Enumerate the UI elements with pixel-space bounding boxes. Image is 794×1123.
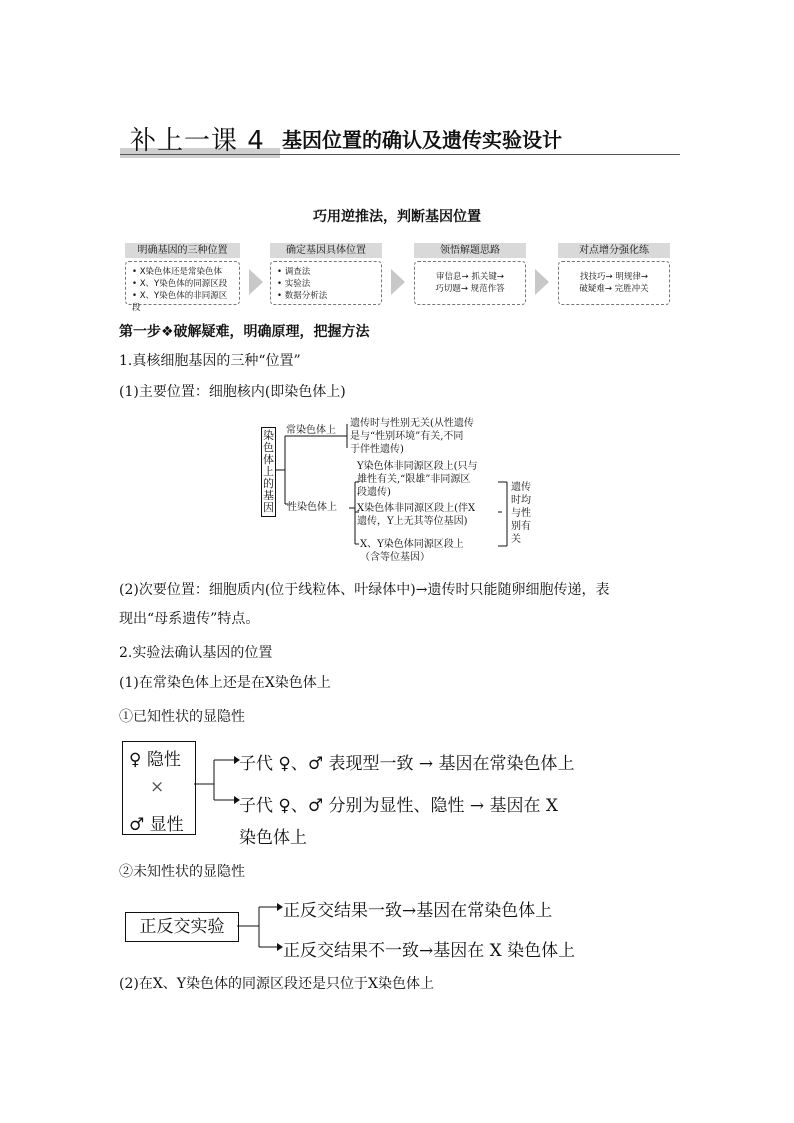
flow-step-4	[558, 243, 670, 305]
flow-arrow-icon	[391, 269, 405, 295]
flow-step-body	[558, 261, 670, 305]
flow-line: • 调查法	[277, 267, 311, 277]
sex-chromosome-label: 性染色体上	[287, 502, 337, 513]
sex-related-note: 遗传时均与性别有关	[511, 482, 531, 545]
flow-line: 审信息→ 抓关键→	[436, 272, 504, 282]
male-dominant: ♂ 显性	[129, 815, 184, 835]
reciprocal-cross-box: 正反交实验	[125, 912, 239, 942]
flow-step-head: 对点增分强化练	[558, 243, 670, 258]
result-line: 子代 ♀、♂ 分别为显性、隐性 → 基因在 X	[239, 796, 559, 816]
root-label-box	[261, 427, 276, 517]
result-line: 正反交结果一致→基因在常染色体上	[283, 901, 553, 921]
desc-line: X、Y染色体同源区段上	[360, 539, 464, 550]
flow-step-head: 确定基因具体位置	[270, 243, 382, 258]
paragraph: (1)在常染色体上还是在X染色体上	[119, 675, 331, 691]
flow-arrow-icon	[249, 269, 263, 295]
desc-line: 遗传时与性别无关(从性遗传	[350, 418, 474, 429]
lesson-number: 补上一课 4	[130, 126, 265, 156]
flow-line: 巧切题→ 规范作答	[435, 284, 505, 294]
x-nonhomologous-description	[357, 502, 475, 528]
paragraph: (2)在X、Y染色体的同源区段还是只位于X染色体上	[119, 976, 435, 992]
cross-symbol: ×	[150, 777, 165, 797]
section-heading: 2.实验法确认基因的位置	[119, 645, 273, 661]
flow-arrow-icon	[535, 269, 549, 295]
paragraph: (1)主要位置：细胞核内(即染色体上)	[119, 384, 346, 400]
flow-line: • 实验法	[277, 279, 311, 289]
flow-line: • X染色体还是常染色体	[132, 267, 223, 277]
flow-step-body	[414, 261, 526, 305]
step-heading: 第一步❖破解疑难，明确原理，把握方法	[119, 324, 370, 340]
paragraph: ①已知性状的显隐性	[119, 709, 245, 725]
flow-step-3	[414, 243, 526, 305]
subtitle: 巧用逆推法，判断基因位置	[313, 209, 481, 225]
branch-arrows	[237, 895, 287, 955]
flow-line: • X、Y染色体的同源区段	[132, 279, 228, 289]
flow-step-head: 领悟解题思路	[414, 243, 526, 258]
branch-arrows	[194, 750, 244, 810]
y-nonhomologous-description	[357, 460, 478, 499]
flow-line: 破疑难→ 完胜冲关	[579, 284, 649, 294]
flow-line: 找技巧→ 明规律→	[580, 272, 648, 282]
result-line: 染色体上	[239, 828, 307, 848]
page-title: 基因位置的确认及遗传实验设计	[282, 128, 562, 152]
section-heading: 1.真核细胞基因的三种“位置”	[119, 353, 301, 369]
flow-step-2	[270, 243, 382, 305]
desc-line: 是与“性别环境”有关,不同	[350, 431, 464, 442]
flow-line: • 数据分析法	[277, 291, 328, 301]
autosome-label: 常染色体上	[286, 425, 336, 436]
paragraph: ②未知性状的显隐性	[119, 864, 245, 880]
desc-line: 段遗传)	[357, 487, 391, 498]
desc-line: Y染色体非同源区段上(只与	[357, 461, 478, 472]
flow-step-head: 明确基因的三种位置	[125, 243, 240, 258]
result-line: 子代 ♀、♂ 表现型一致 → 基因在常染色体上	[239, 754, 575, 774]
desc-line: X染色体非同源区段上(伴X	[357, 503, 476, 514]
paragraph: (2)次要位置：细胞质内(位于线粒体、叶绿体中)→遗传时只能随卵细胞传递，表	[119, 582, 610, 598]
flow-step-body	[125, 261, 240, 313]
xy-homologous-description	[360, 538, 464, 564]
desc-line: 于伴性遗传)	[350, 444, 404, 455]
paragraph: 现出“母系遗传”特点。	[119, 611, 260, 627]
flow-step-body	[270, 261, 382, 305]
result-line: 正反交结果不一致→基因在 X 染色体上	[283, 941, 576, 961]
autosome-description	[350, 417, 474, 456]
desc-line: 雄性有关,“限雄”非同源区	[357, 474, 471, 485]
root-label: 染色体上的基因	[263, 429, 274, 514]
desc-line: （含等位基因）	[360, 552, 430, 563]
female-recessive: ♀ 隐性	[129, 750, 181, 770]
flow-line: • X、Y染色体的非同源区段	[132, 291, 228, 313]
desc-line: 遗传，Y上无其等位基因)	[357, 516, 468, 527]
flow-step-1	[125, 243, 240, 313]
